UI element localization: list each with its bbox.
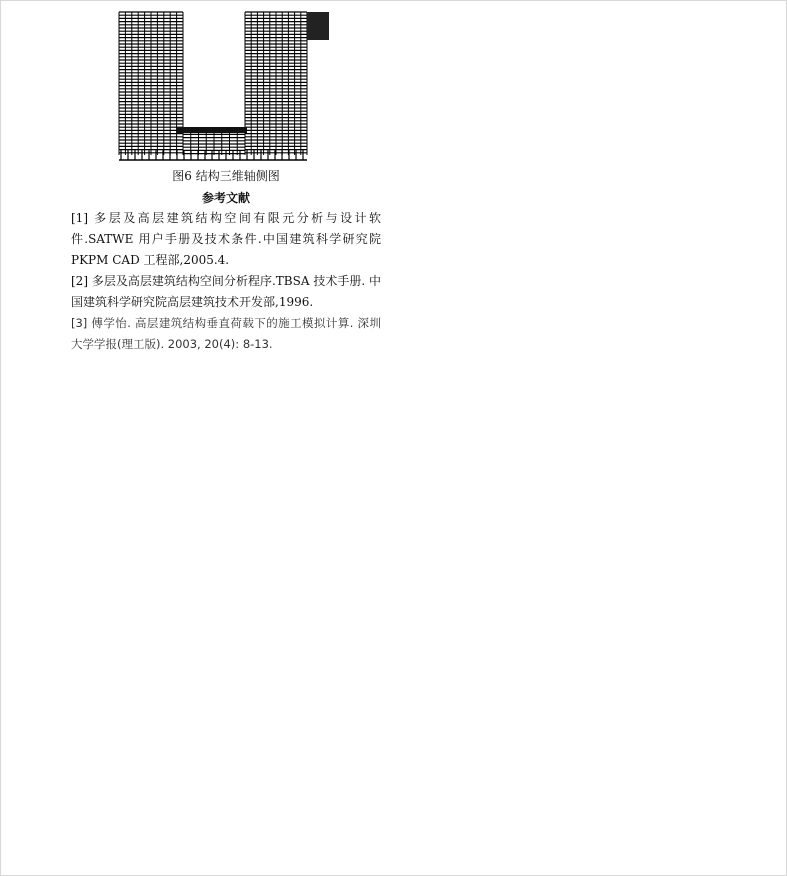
references-list: [71, 208, 381, 355]
reference-line: 大学学报(理工版). 2003, 20(4): 8-13.: [71, 337, 273, 351]
reference-item-1: [71, 208, 381, 271]
podium-roof: [177, 127, 247, 133]
right-tower-top-block: [307, 12, 329, 40]
reference-line: [2] 多层及高层建筑结构空间分析程序.TBSA 技术手册. 中: [71, 274, 381, 288]
reference-line: 国建筑科学研究院高层建筑技术开发部,1996.: [71, 295, 314, 309]
structure-3d-figure: [117, 10, 331, 162]
reference-line: [3] 傅学怡. 高层建筑结构垂直荷载下的施工模拟计算. 深圳: [71, 316, 381, 330]
references-title: 参考文献: [201, 191, 250, 205]
reference-line: PKPM CAD 工程部,2005.4.: [71, 253, 230, 267]
figure-caption: 图6 结构三维轴侧图: [172, 169, 280, 183]
reference-item-2: [71, 271, 381, 313]
reference-line: [1] 多层及高层建筑结构空间有限元分析与设计软: [71, 211, 381, 225]
reference-item-3: [71, 313, 381, 355]
reference-line: 件.SATWE 用户手册及技术条件.中国建筑科学研究院: [71, 232, 381, 246]
